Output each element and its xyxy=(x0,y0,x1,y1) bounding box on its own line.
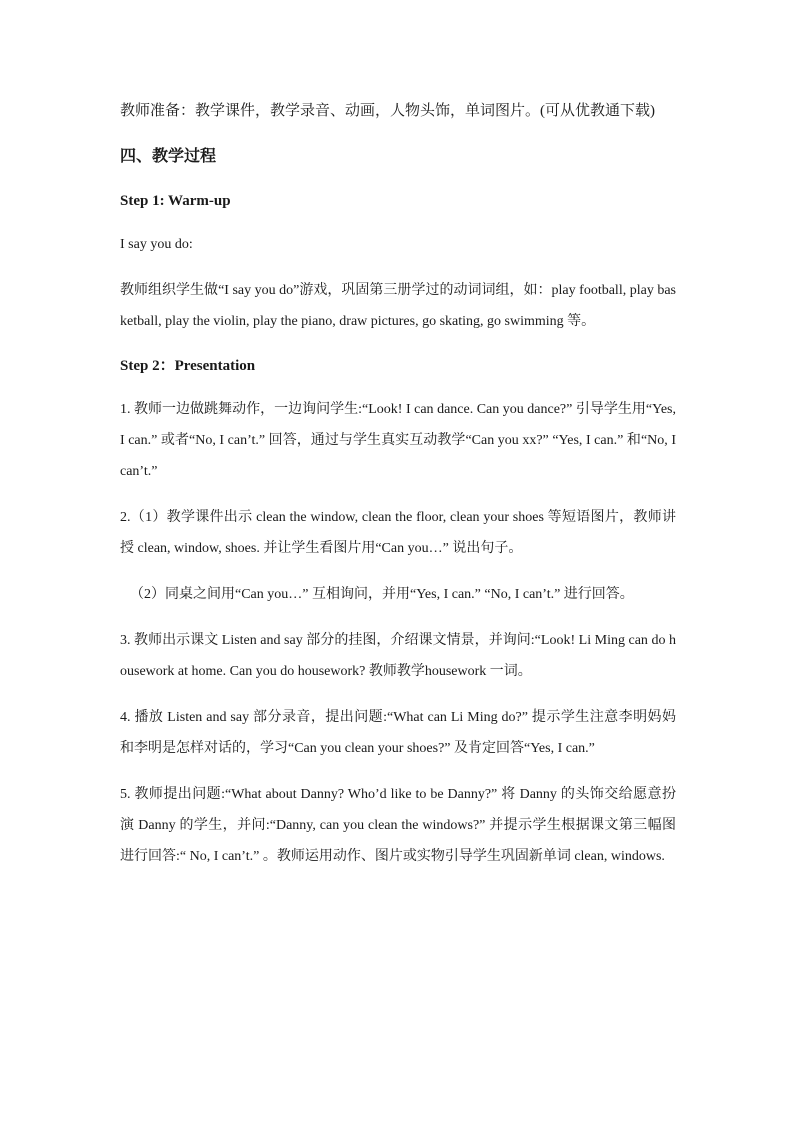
document-page xyxy=(120,96,676,887)
section-title: 四、教学过程 xyxy=(120,148,217,165)
step1-title: Step 1: Warm-up xyxy=(120,193,231,209)
step2-item-2b: （2）同桌之间用“Can you…” 互相询问，并用“Yes, I can.” “No, I can’t.” 进行回答。 xyxy=(130,587,634,602)
step2-item-5: 5. 教师提出问题:“What about Danny? Who’d like to be Danny?” 将 Danny 的头饰交给愿意扮演 Danny 的学生，并问:“Danny, can you clean the windows?” 并提示学生根据课文第三幅图进行回答:“ No, I can’t.” 。教师运用动作、图片或实物引导学生巩固新单词 clean, windows. xyxy=(120,787,676,864)
step2-title: Step 2：Presentation xyxy=(120,358,256,374)
step2-item-3: 3. 教师出示课文 Listen and say 部分的挂图，介绍课文情景，并询问:“Look! Li Ming can do housework at home. Can you do housework? 教师教学housework 一词。 xyxy=(120,633,676,679)
step2-item-1: 1. 教师一边做跳舞动作，一边询问学生:“Look! I can dance. Can you dance?” 引导学生用“Yes, I can.” 或者“No, I can’t.” 回答，通过与学生真实互动教学“Can you xx?” “Yes, I can.” 和“No, I can’t.” xyxy=(120,402,676,479)
teacher-preparation: 教师准备：教学课件，教学录音、动画，人物头饰，单词图片。(可从优教通下载) xyxy=(120,103,655,119)
step1-body: 教师组织学生做“I say you do”游戏，巩固第三册学过的动词词组，如：play football, play basketball, play the violin, play the piano, draw pictures, go skating, go swimming 等。 xyxy=(120,283,676,329)
step2-item-2a: 2.（1）教学课件出示 clean the window, clean the floor, clean your shoes 等短语图片，教师讲授 clean, window, shoes. 并让学生看图片用“Can you…” 说出句子。 xyxy=(120,510,676,556)
step1-intro: I say you do: xyxy=(120,237,193,252)
step2-item-4: 4. 播放 Listen and say 部分录音，提出问题:“What can Li Ming do?” 提示学生注意李明妈妈和李明是怎样对话的，学习“Can you clean your shoes?” 及肯定回答“Yes, I can.” xyxy=(120,710,676,756)
